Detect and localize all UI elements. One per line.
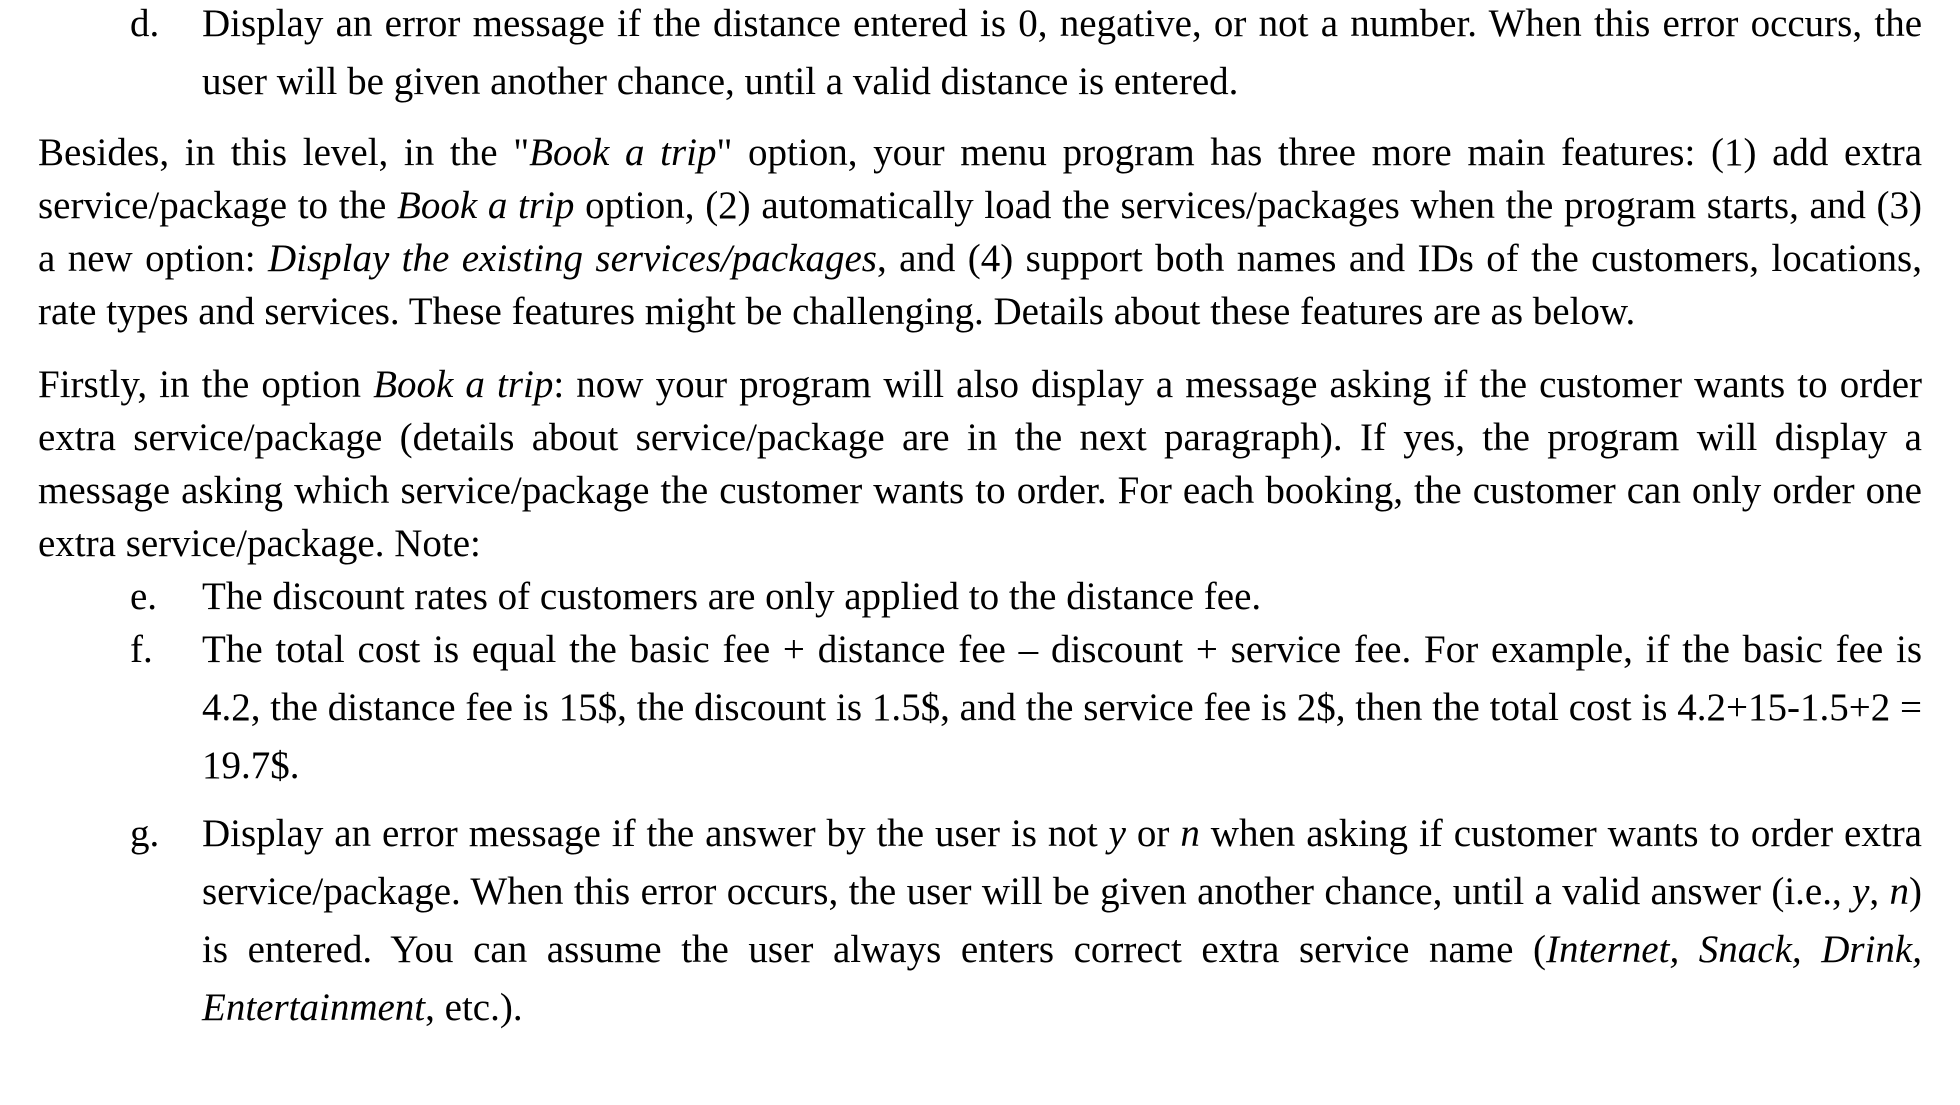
list-item-text: The discount rates of customers are only applied to the distance fee. <box>202 575 1262 618</box>
list-item-e <box>38 570 1922 623</box>
paragraph-features <box>38 126 1922 338</box>
text-run: Firstly, in the option <box>38 363 374 406</box>
list-marker: g. <box>130 812 160 855</box>
italic-run: Book a trip <box>529 131 717 174</box>
italic-run: Display the existing services/packages <box>267 237 877 280</box>
text-run: Display an error message if the answer by the user is not <box>202 812 1109 855</box>
list-marker: e. <box>130 575 158 618</box>
text-run: , etc.). <box>425 986 523 1029</box>
italic-run: Book a trip <box>373 363 554 406</box>
list-item-text <box>172 805 1922 1037</box>
text-run: " option, your menu program has three more main features: (1) add extra service/package to the <box>38 131 1922 227</box>
italic-run: y <box>1108 812 1126 855</box>
text-run: Besides, in this level, in the " <box>38 131 530 174</box>
italic-run: n <box>1180 812 1200 855</box>
text-run: : now your program will also display a message asking if the customer wants to order extra service/package (details about service/package are in the next paragraph). If yes, the program will display a message asking which service/package the customer wants to order. For each booking, the customer can only order one extra service/package. Note: <box>38 363 1922 565</box>
italic-run: Book a trip <box>397 184 575 227</box>
text-run: option, (2) automatically load the services/packages when the program starts, and (3) a new option: <box>38 184 1922 280</box>
text-run: when asking if customer wants to order extra service/package. When this error occurs, the user will be given another chance, until a valid answer (i.e., <box>202 812 1922 913</box>
italic-run: Internet, Snack, Drink, Entertainment <box>202 928 1922 1029</box>
document-page <box>38 0 1922 1037</box>
text-run: or <box>1125 812 1181 855</box>
list-marker: f. <box>130 628 153 671</box>
text-run: , <box>1869 870 1890 913</box>
paragraph-book-a-trip <box>38 358 1922 570</box>
text-run: , and (4) support both names and IDs of the customers, locations, rate types and services. These features might be challenging. Details about these features are as below. <box>38 237 1922 333</box>
italic-run: y <box>1852 870 1870 913</box>
text-run: ) is entered. You can assume the user always enters correct extra service name ( <box>202 870 1923 971</box>
list-item-f <box>38 621 1922 795</box>
list-item-text: Display an error message if the distance entered is 0, negative, or not a number. When this error occurs, the user will be given another chance, until a valid distance is entered. <box>202 2 1922 103</box>
list-marker: d. <box>130 2 160 45</box>
italic-run: n <box>1889 870 1910 913</box>
list-item-d <box>38 0 1922 111</box>
list-item-text: The total cost is equal the basic fee + distance fee – discount + service fee. For example, if the basic fee is 4.2, the distance fee is 15$, the discount is 1.5$, and the service fee is 2$, then the total cost is 4.2+15-1.5+2 = 19.7$. <box>202 628 1922 787</box>
list-item-g <box>38 805 1922 1037</box>
